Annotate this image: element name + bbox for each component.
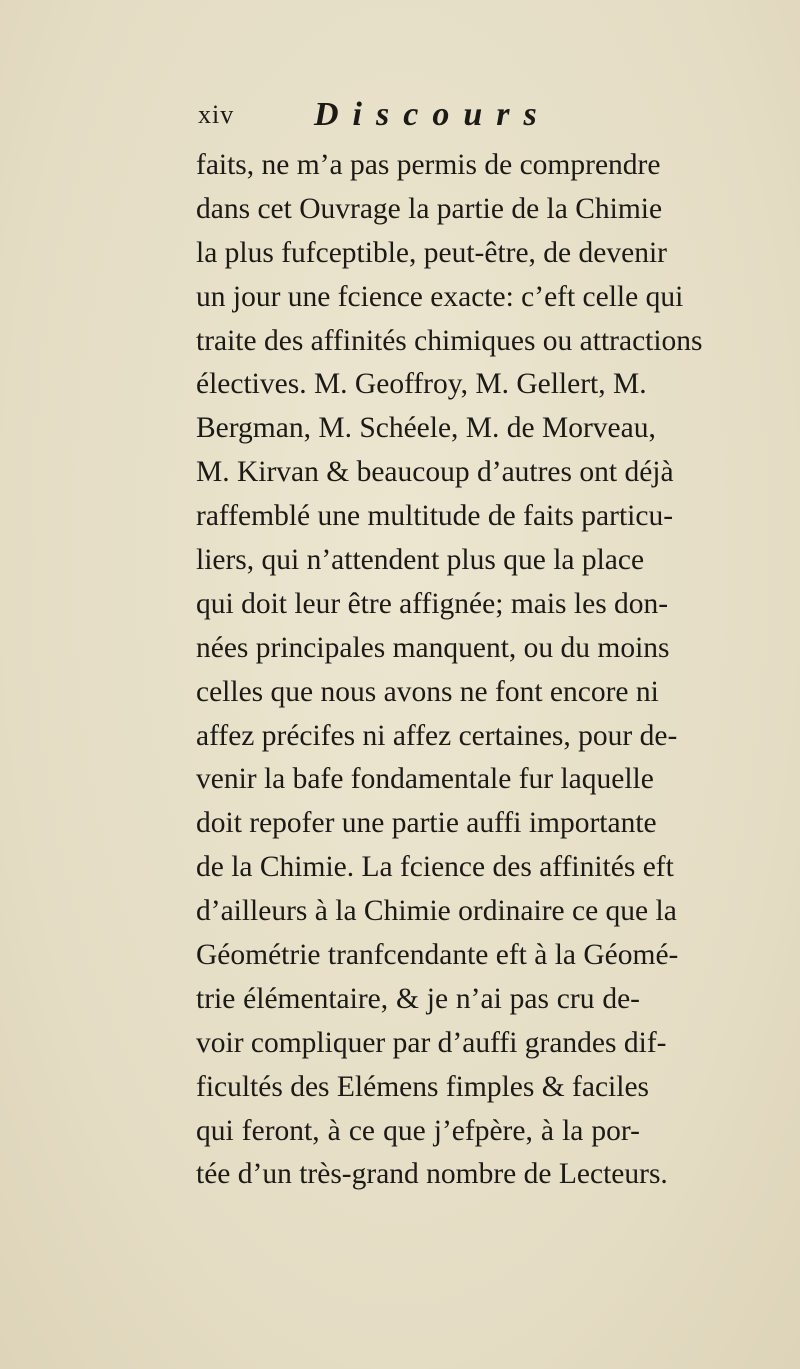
- text-line: un jour une fcience exacte: c’eft celle qui: [196, 280, 684, 313]
- text-line: de la Chimie. La fcience des affinités eft: [196, 851, 674, 884]
- page-header: [198, 96, 628, 136]
- text-line: ficultés des Elémens fimples & faciles: [196, 1070, 650, 1103]
- text-line: la plus fufceptible, peut-être, de devenir: [196, 236, 667, 269]
- text-line: Bergman, M. Schéele, M. de Morveau,: [196, 412, 656, 445]
- text-line: tée d’un très-grand nombre de Lecteurs.: [196, 1158, 668, 1191]
- running-title: Discours: [314, 96, 551, 133]
- text-line: trie élémentaire, & je n’ai pas cru de-: [196, 982, 640, 1015]
- text-line: celles que nous avons ne font encore ni: [196, 675, 659, 708]
- body-text: [196, 144, 703, 1197]
- text-line: affez précifes ni affez certaines, pour de-: [196, 719, 678, 752]
- text-line: liers, qui n’attendent plus que la place: [196, 544, 645, 577]
- text-line: faits, ne m’a pas permis de comprendre: [196, 149, 661, 181]
- text-line: nées principales manquent, ou du moins: [196, 631, 670, 664]
- page-number: xiv: [198, 100, 235, 129]
- text-line: électives. M. Geoffroy, M. Gellert, M.: [196, 368, 647, 401]
- text-line: qui feront, à ce que j’efpère, à la por-: [196, 1114, 640, 1147]
- text-line: doit repofer une partie auffi importante: [196, 807, 657, 840]
- text-line: voir compliquer par d’auffi grandes dif-: [196, 1026, 667, 1059]
- text-line: raffemblé une multitude de faits particu-: [196, 500, 674, 533]
- text-line: M. Kirvan & beaucoup d’autres ont déjà: [196, 456, 674, 489]
- text-line: venir la bafe fondamentale fur laquelle: [196, 763, 654, 796]
- text-line: traite des affinités chimiques ou attractions: [196, 324, 703, 357]
- text-line: qui doit leur être affignée; mais les don-: [196, 587, 669, 620]
- text-line: d’ailleurs à la Chimie ordinaire ce que la: [196, 895, 677, 928]
- text-line: Géométrie tranfcendante eft à la Géomé-: [196, 939, 679, 972]
- text-line: dans cet Ouvrage la partie de la Chimie: [196, 192, 663, 225]
